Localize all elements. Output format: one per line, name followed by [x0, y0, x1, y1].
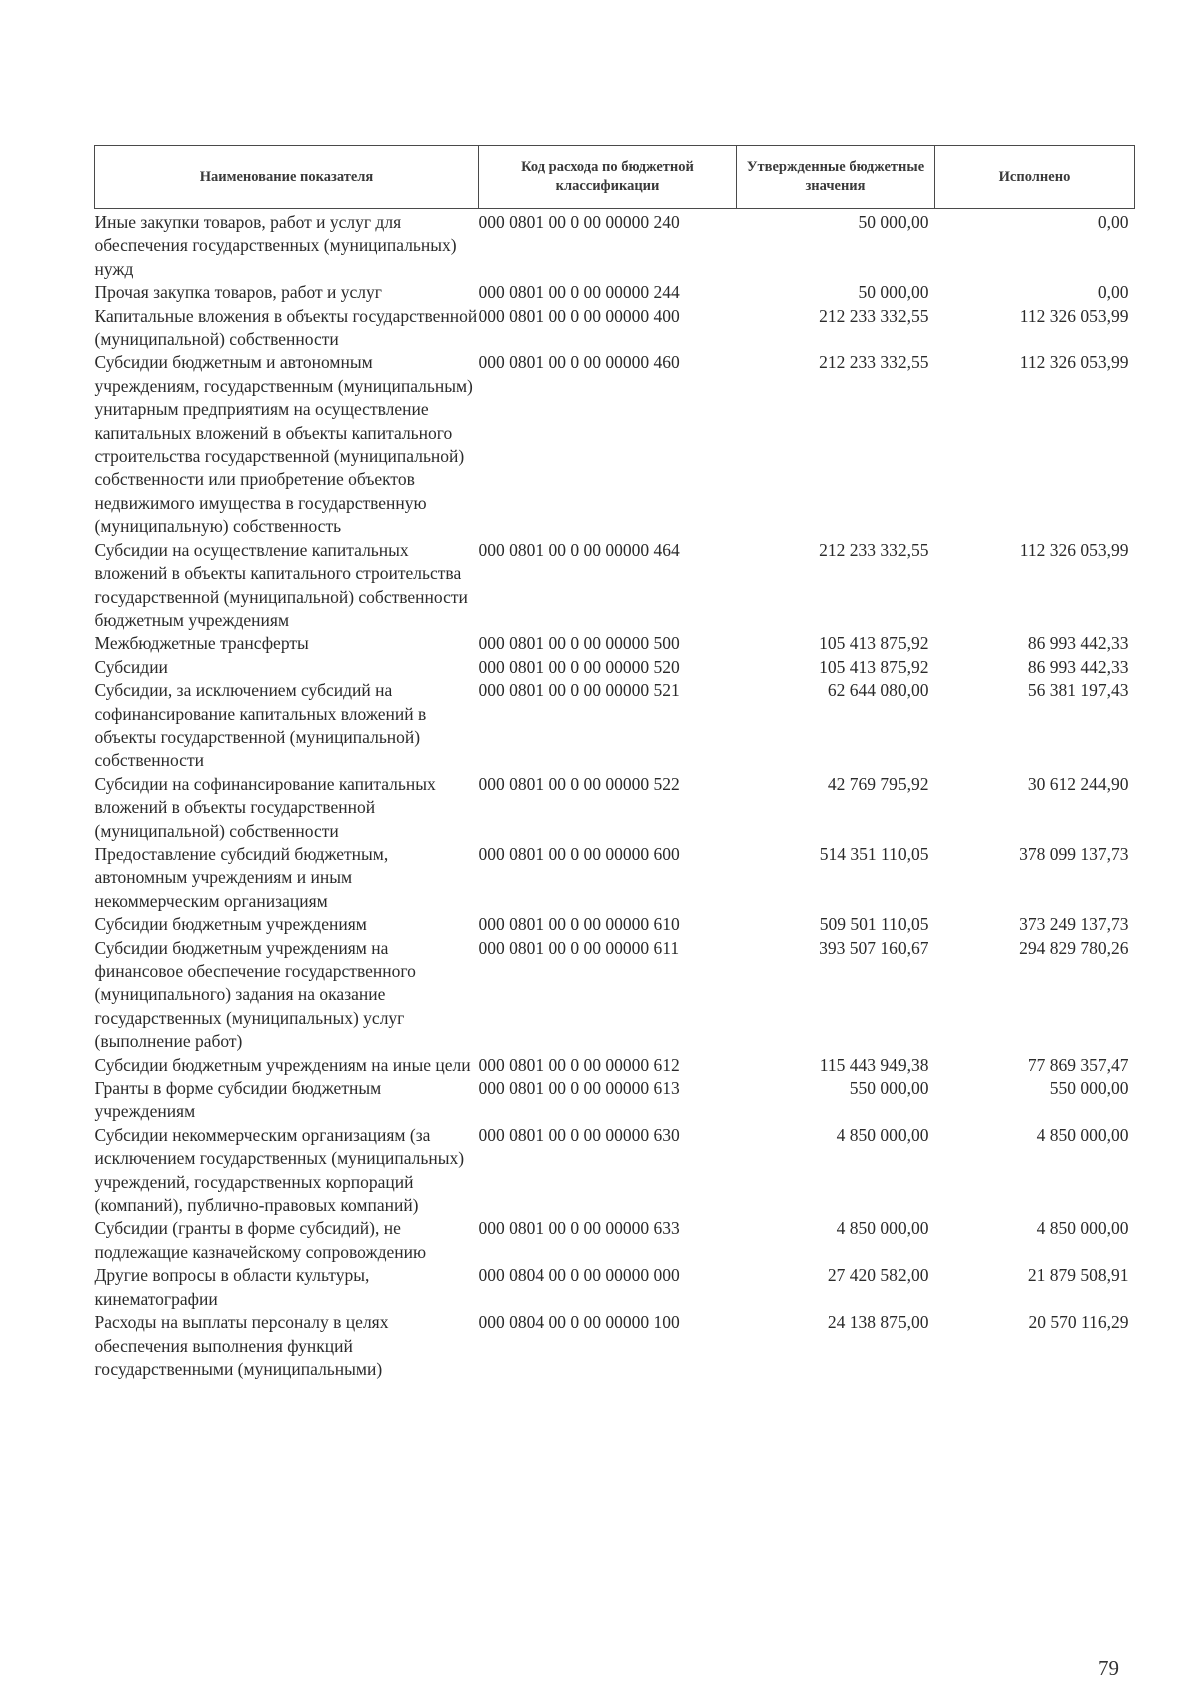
row-executed-cell: 30 612 244,90 — [1027, 773, 1129, 794]
row-code-cell: 000 0801 00 0 00 00000 460 — [478, 352, 680, 373]
table-row — [95, 937, 1135, 1054]
row-code-cell: 000 0801 00 0 00 00000 613 — [478, 1078, 680, 1099]
row-executed-cell: 0,00 — [1097, 212, 1129, 232]
row-executed-cell: 550 000,00 — [1049, 1078, 1129, 1099]
row-name-cell: Субсидии бюджетным учреждениям на финансовое обеспечение государственного (муниципального) задания на оказание государственных (муниципальных) услуг (выполнение работ) — [94, 937, 416, 1052]
row-name-cell: Другие вопросы в области культуры, кинематографии — [94, 1265, 370, 1309]
row-name-cell: Субсидии на софинансирование капитальных вложений в объекты государственной (муниципальной) собственности — [94, 773, 436, 841]
row-code-cell: 000 0801 00 0 00 00000 611 — [478, 937, 680, 958]
row-executed-cell: 378 099 137,73 — [1019, 843, 1129, 864]
table-row — [95, 843, 1135, 913]
row-approved-cell: 27 420 582,00 — [827, 1265, 929, 1286]
row-approved-cell: 50 000,00 — [858, 212, 929, 232]
row-name-cell: Субсидии — [94, 656, 168, 677]
header-name: Наименование показателя — [95, 146, 479, 209]
row-executed-cell: 20 570 116,29 — [1028, 1312, 1129, 1333]
row-executed-cell: 112 326 053,99 — [1019, 539, 1129, 560]
row-code-cell: 000 0801 00 0 00 00000 600 — [478, 843, 680, 864]
row-executed-cell: 77 869 357,47 — [1027, 1054, 1129, 1075]
header-code: Код расхода по бюджетной классификации — [479, 146, 737, 209]
row-name-cell: Субсидии, за исключением субсидий на софинансирование капитальных вложений в объекты государственной (муниципальной) собственности — [94, 680, 427, 771]
page-number: 79 — [1098, 1656, 1119, 1680]
row-approved-cell: 105 413 875,92 — [819, 656, 929, 677]
row-name-cell: Расходы на выплаты персоналу в целях обеспечения выполнения функций государственными (муниципальными) — [94, 1312, 389, 1379]
row-code-cell: 000 0801 00 0 00 00000 612 — [478, 1054, 680, 1075]
row-name-cell: Иные закупки товаров, работ и услуг для обеспечения государственных (муниципальных) нужд — [94, 212, 457, 279]
row-code-cell: 000 0801 00 0 00 00000 610 — [478, 914, 680, 935]
table-row — [95, 351, 1135, 538]
row-executed-cell: 86 993 442,33 — [1027, 656, 1129, 677]
row-executed-cell: 56 381 197,43 — [1027, 680, 1129, 701]
table-row — [95, 281, 1135, 304]
table-row — [95, 1264, 1135, 1311]
row-code-cell: 000 0801 00 0 00 00000 500 — [478, 633, 680, 654]
row-name-cell: Субсидии некоммерческим организациям (за исключением государственных (муниципальных) учреждений, государственных корпораций (компаний), публично-правовых компаний) — [94, 1124, 465, 1216]
row-approved-cell: 212 233 332,55 — [819, 539, 929, 560]
row-name-cell: Капитальные вложения в объекты государственной (муниципальной) собственности — [94, 305, 478, 350]
table-header-row — [95, 146, 1135, 209]
header-approved: Утвержденные бюджетные значения — [737, 146, 935, 209]
row-code-cell: 000 0801 00 0 00 00000 464 — [478, 539, 680, 560]
row-approved-cell: 42 769 795,92 — [827, 773, 929, 794]
header-executed: Исполнено — [935, 146, 1135, 209]
row-executed-cell: 86 993 442,33 — [1027, 633, 1129, 654]
row-approved-cell: 4 850 000,00 — [836, 1218, 929, 1239]
row-approved-cell: 105 413 875,92 — [819, 633, 929, 654]
table-row — [95, 1054, 1135, 1077]
row-executed-cell: 0,00 — [1097, 282, 1129, 303]
row-executed-cell: 21 879 508,91 — [1027, 1265, 1129, 1286]
row-name-cell: Прочая закупка товаров, работ и услуг — [94, 282, 382, 303]
row-name-cell: Субсидии бюджетным учреждениям — [94, 914, 367, 935]
table-row — [95, 1311, 1135, 1381]
row-code-cell: 000 0801 00 0 00 00000 240 — [478, 212, 680, 232]
row-approved-cell: 4 850 000,00 — [836, 1124, 929, 1145]
row-approved-cell: 393 507 160,67 — [819, 937, 929, 958]
row-executed-cell: 112 326 053,99 — [1019, 305, 1129, 326]
row-approved-cell: 514 351 110,05 — [819, 843, 929, 864]
row-code-cell: 000 0801 00 0 00 00000 630 — [478, 1124, 680, 1145]
row-name-cell: Предоставление субсидий бюджетным, автономным учреждениям и иным некоммерческим организациям — [94, 843, 389, 911]
row-approved-cell: 24 138 875,00 — [827, 1312, 929, 1333]
row-approved-cell: 50 000,00 — [858, 282, 929, 303]
row-code-cell: 000 0801 00 0 00 00000 522 — [478, 773, 680, 794]
row-name-cell: Межбюджетные трансферты — [94, 633, 309, 654]
row-name-cell: Субсидии бюджетным учреждениям на иные цели — [94, 1054, 471, 1075]
row-executed-cell: 294 829 780,26 — [1019, 937, 1129, 958]
table-row — [95, 1077, 1135, 1124]
table-row — [95, 209, 1135, 282]
row-executed-cell: 4 850 000,00 — [1036, 1124, 1129, 1145]
row-approved-cell: 212 233 332,55 — [819, 305, 929, 326]
row-code-cell: 000 0804 00 0 00 00000 100 — [478, 1312, 680, 1333]
row-approved-cell: 550 000,00 — [849, 1078, 929, 1099]
row-name-cell: Субсидии (гранты в форме субсидий), не подлежащие казначейскому сопровождению — [94, 1218, 427, 1262]
row-code-cell: 000 0801 00 0 00 00000 633 — [478, 1218, 680, 1239]
row-approved-cell: 115 443 949,38 — [819, 1054, 929, 1075]
row-executed-cell: 112 326 053,99 — [1019, 352, 1129, 373]
expenditure-table — [94, 145, 1135, 1381]
row-approved-cell: 509 501 110,05 — [819, 914, 929, 935]
row-executed-cell: 373 249 137,73 — [1019, 914, 1129, 935]
table-row — [95, 913, 1135, 936]
table-row — [95, 1124, 1135, 1218]
table-row — [95, 305, 1135, 352]
row-code-cell: 000 0801 00 0 00 00000 400 — [478, 305, 680, 326]
table-body — [95, 209, 1135, 1382]
row-approved-cell: 212 233 332,55 — [819, 352, 929, 373]
table-row — [95, 679, 1135, 773]
table-row — [95, 773, 1135, 843]
row-code-cell: 000 0801 00 0 00 00000 521 — [478, 680, 680, 701]
row-executed-cell: 4 850 000,00 — [1036, 1218, 1129, 1239]
table-row — [95, 1217, 1135, 1264]
row-code-cell: 000 0804 00 0 00 00000 000 — [478, 1265, 680, 1286]
row-code-cell: 000 0801 00 0 00 00000 244 — [478, 282, 680, 303]
table-row — [95, 632, 1135, 655]
row-name-cell: Субсидии на осуществление капитальных вложений в объекты капитального строительства государственной (муниципальной) собственности бюджетным учреждениям — [94, 539, 468, 630]
row-name-cell: Гранты в форме субсидии бюджетным учреждениям — [94, 1078, 382, 1122]
table-row — [95, 539, 1135, 633]
table-row — [95, 656, 1135, 679]
report-sheet — [94, 145, 1134, 1381]
row-code-cell: 000 0801 00 0 00 00000 520 — [478, 656, 680, 677]
row-approved-cell: 62 644 080,00 — [827, 680, 929, 701]
row-name-cell: Субсидии бюджетным и автономным учреждениям, государственным (муниципальным) унитарным предприятиям на осуществление капитальных вложений в объекты капитального строительства государственной (муниципальной) собственности или приобретение объектов недвижимого имущества в государственную (муниципальную) собственность — [94, 352, 473, 537]
